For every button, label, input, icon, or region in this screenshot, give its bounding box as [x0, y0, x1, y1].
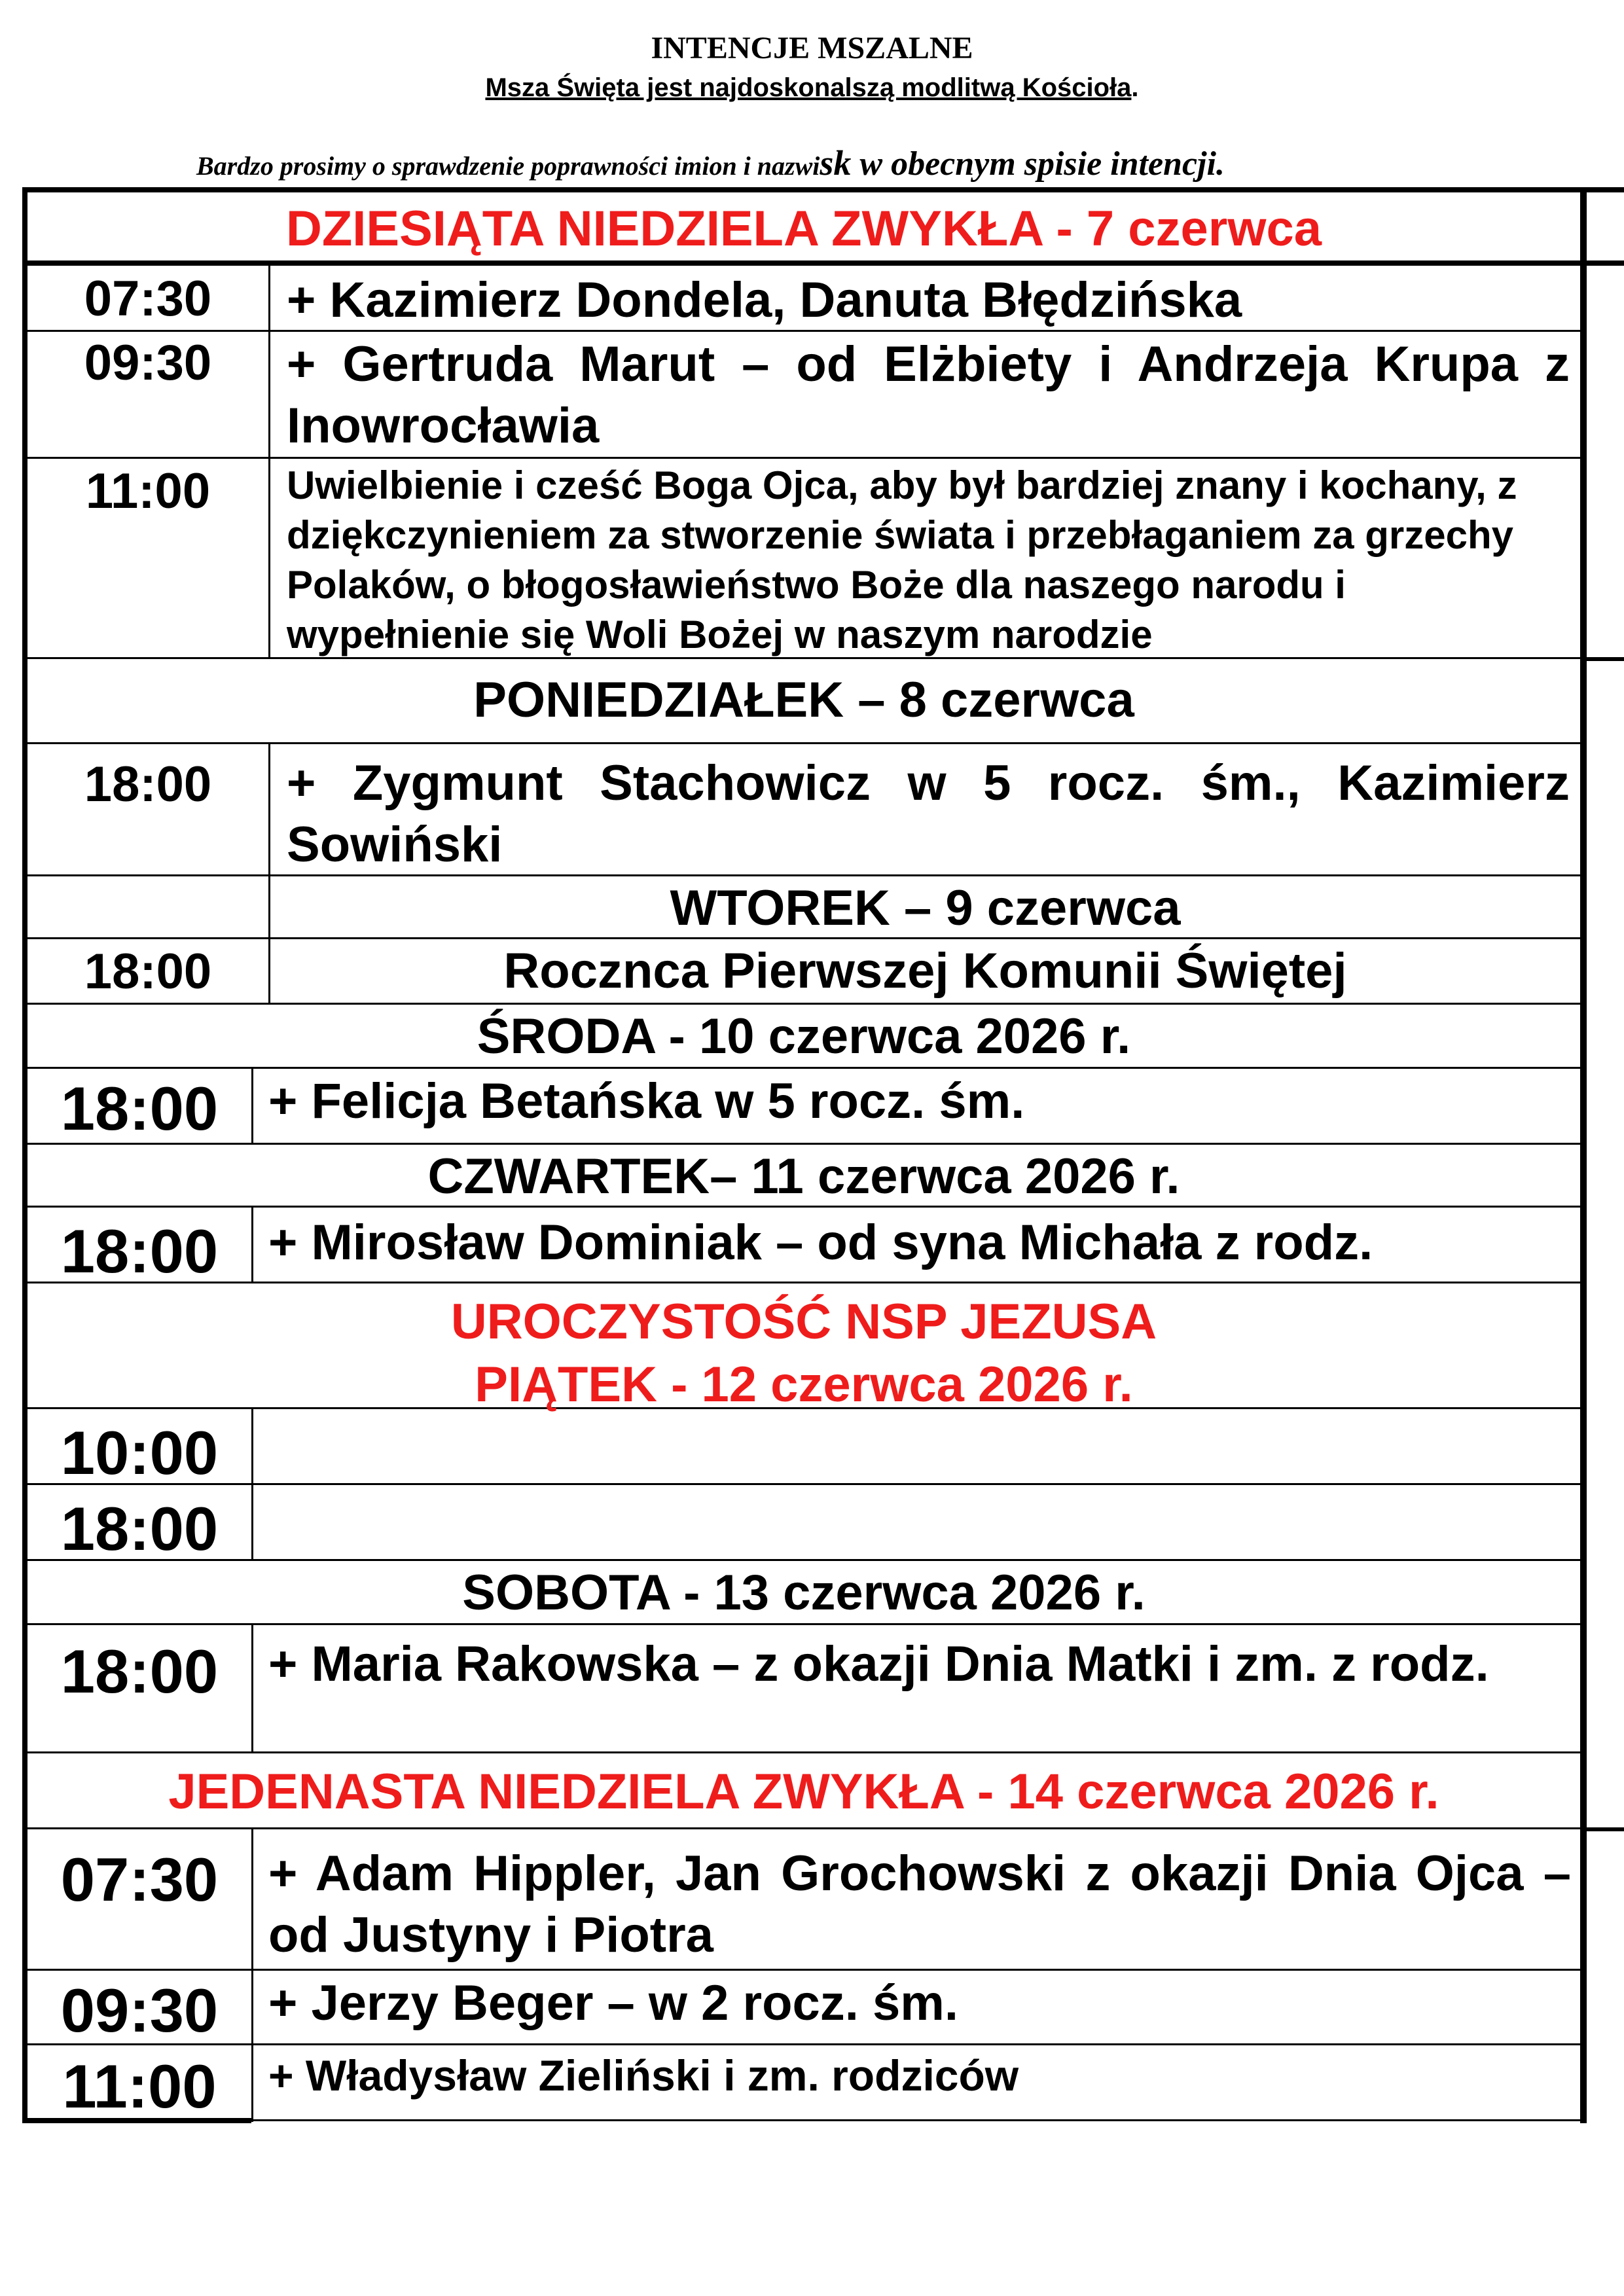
table-left-border	[22, 187, 27, 2123]
row-line	[26, 1559, 1584, 1561]
day-header-monday: PONIEDZIAŁEK – 8 czerwca	[473, 672, 1134, 728]
mass-intention: + Mirosław Dominiak – od syna Michała z rodz.	[268, 1215, 1373, 1270]
mass-time: 11:00	[85, 463, 211, 519]
day-header-tuesday: WTOREK – 9 czerwca	[670, 880, 1181, 936]
day-header-sunday-14: JEDENASTA NIEDZIELA ZWYKŁA - 14 czerwca 2026 r.	[168, 1764, 1439, 1820]
table-bottom-border	[251, 2119, 1583, 2121]
mass-intention: + Zygmunt Stachowicz w 5 rocz. śm., Kazimierz Sowiński	[287, 755, 1570, 872]
day-header-friday-feast: UROCZYSTOŚĆ NSP JEZUSA	[450, 1294, 1157, 1350]
col-separator	[251, 1407, 253, 1560]
note-part2: sk	[820, 143, 852, 183]
table-right-border	[1580, 187, 1587, 2123]
mass-intention: + Jerzy Beger – w 2 rocz. śm.	[268, 1975, 958, 2031]
mass-time: 18:00	[60, 1494, 219, 1563]
row-line	[26, 1827, 1584, 1829]
page-title: INTENCJE MSZALNE	[651, 31, 973, 65]
note-part1: Bardzo prosimy o sprawdzenie poprawności imion i nazwi	[196, 151, 820, 181]
row-line	[26, 2043, 1584, 2045]
page-subtitle	[0, 71, 1624, 105]
row-line	[26, 742, 1584, 744]
mass-time: 09:30	[84, 335, 212, 391]
subtitle-dot: .	[1131, 73, 1139, 102]
day-header-sunday-7: DZIESIĄTA NIEDZIELA ZWYKŁA - 7 czerwca	[285, 201, 1322, 257]
note-part3: w obecnym spisie intencji.	[851, 145, 1225, 183]
mass-intention: + Felicja Betańska w 5 rocz. śm.	[268, 1073, 1025, 1129]
row-line	[26, 1282, 1584, 1283]
day-header-saturday: SOBOTA - 13 czerwca 2026 r.	[462, 1565, 1146, 1621]
right-stub	[1584, 1827, 1624, 1831]
col-separator	[268, 263, 270, 658]
mass-intention: + Kazimierz Dondela, Danuta Błędzińska	[287, 272, 1242, 328]
mass-time: 18:00	[84, 944, 212, 999]
mass-time: 18:00	[60, 1074, 219, 1143]
verification-note	[196, 145, 1506, 184]
mass-time: 07:30	[60, 1845, 219, 1914]
mass-intention: Rocznca Pierwszej Komunii Świętej	[503, 943, 1347, 999]
col-separator	[251, 1067, 253, 1144]
row-line	[26, 1483, 1584, 1485]
col-separator	[251, 1623, 253, 1753]
day-header-wednesday: ŚRODA - 10 czerwca 2026 r.	[477, 1009, 1131, 1064]
mass-intention: + Władysław Zieliński i zm. rodziców	[268, 2051, 1019, 2100]
day-header-thursday: CZWARTEK– 11 czerwca 2026 r.	[427, 1149, 1180, 1204]
col-separator	[251, 1206, 253, 1283]
table-top-border	[22, 187, 1624, 192]
row-line	[26, 1143, 1584, 1145]
row-line	[26, 1003, 1584, 1005]
mass-time: 09:30	[60, 1976, 219, 2045]
mass-time: 10:00	[60, 1418, 219, 1487]
subtitle-text: Msza Święta jest najdoskonalszą modlitwą Kościoła	[485, 73, 1132, 102]
mass-time: 18:00	[60, 1217, 219, 1285]
mass-time: 11:00	[62, 2052, 217, 2121]
row-line	[22, 260, 1624, 266]
col-separator	[251, 1827, 253, 2122]
row-line	[26, 1751, 1584, 1753]
row-line	[26, 457, 1584, 459]
mass-intention: Uwielbienie i cześć Boga Ojca, aby był bardziej znany i kochany, z dziękczynieniem za stworzenie świata i przebłaganiem za grzechy Polaków, o błogosławieństwo Boże dla naszego narodu i wypełnienie się Woli Bożej w naszym narodzie	[287, 463, 1517, 656]
mass-intention: + Gertruda Marut – od Elżbiety i Andrzeja Krupa z Inowrocławia	[287, 336, 1570, 454]
mass-intention: + Maria Rakowska – z okazji Dnia Matki i zm. z rodz.	[268, 1636, 1489, 1692]
mass-time: 18:00	[60, 1637, 219, 1706]
mass-time: 18:00	[84, 757, 212, 812]
mass-intention: + Adam Hippler, Jan Grochowski z okazji Dnia Ojca – od Justyny i Piotra	[268, 1846, 1571, 1963]
day-header-friday: PIĄTEK - 12 czerwca 2026 r.	[475, 1357, 1133, 1412]
right-stub	[1584, 657, 1624, 661]
mass-time: 07:30	[84, 271, 212, 327]
row-line	[26, 1969, 1584, 1971]
